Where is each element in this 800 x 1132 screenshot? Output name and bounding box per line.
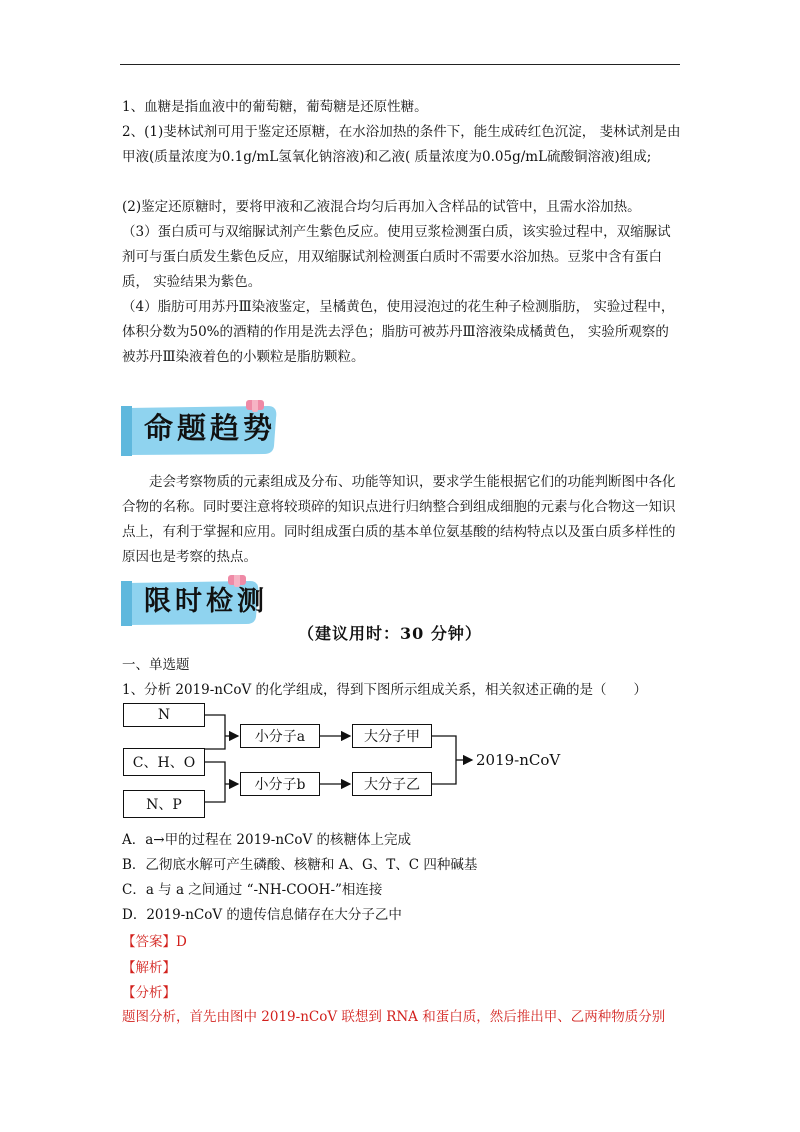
virus-label: 2019-nCoV bbox=[476, 751, 561, 769]
point-5: （4）脂肪可用苏丹Ⅲ染液鉴定，呈橘黄色，使用浸泡过的花生种子检测脂肪， 实验过程中，体积分数为50%的酒精的作用是洗去浮色；脂肪可被苏丹Ⅲ溶液染成橘黄色， 实验所观察的被苏丹Ⅲ染液着色的小颗粒是脂肪颗粒。 bbox=[122, 299, 675, 365]
analysis-text: 题图分析，首先由图中 2019-nCoV 联想到 RNA 和蛋白质，然后推出甲、乙两种物质分别 bbox=[122, 1009, 666, 1025]
macromolecule-jia-box: 大分子甲 bbox=[352, 724, 432, 748]
element-np-box: N、P bbox=[123, 790, 205, 818]
trend-banner bbox=[118, 400, 288, 458]
section-heading: 一、单选题 bbox=[122, 657, 190, 673]
option-c: C．a 与 a 之间通过 “-NH-COOH-”相连接 bbox=[122, 882, 383, 898]
question-stem: 1、分析 2019-nCoV 的化学组成，得到下图所示组成关系，相关叙述正确的是（ ） bbox=[122, 682, 647, 698]
analysis-heading: 【分析】 bbox=[122, 985, 176, 1001]
explanation-heading: 【解析】 bbox=[122, 960, 176, 976]
composition-diagram bbox=[120, 700, 600, 825]
option-b: B．乙彻底水解可产生磷酸、核糖和 A、G、T、C 四种碱基 bbox=[122, 857, 478, 873]
point-1: 1、血糖是指血液中的葡萄糖，葡萄糖是还原性糖。 bbox=[122, 99, 428, 115]
option-a: A．a→甲的过程在 2019-nCoV 的核糖体上完成 bbox=[122, 832, 412, 848]
test-banner bbox=[118, 575, 268, 627]
trend-title: 命题趋势 bbox=[144, 411, 277, 445]
header-rule bbox=[120, 64, 680, 65]
point-4: （3）蛋白质可与双缩脲试剂产生紫色反应。使用豆浆检测蛋白质，该实验过程中，双缩脲试剂可与蛋白质发生紫色反应，用双缩脲试剂检测蛋白质时不需要水浴加热。豆浆中含有蛋白质， 实验结果为紫色。 bbox=[122, 224, 671, 290]
point-3: (2)鉴定还原糖时，要将甲液和乙液混合均匀后再加入含样品的试管中，且需水浴加热。 bbox=[122, 199, 641, 215]
test-title: 限时检测 bbox=[144, 586, 268, 617]
answer-line: 【答案】D bbox=[122, 934, 187, 950]
trend-text: 走会考察物质的元素组成及分布、功能等知识，要求学生能根据它们的功能判断图中各化合物的名称。同时要注意将较琐碎的知识点进行归纳整合到组成细胞的元素与化合物这一知识点上，有利于掌握和应用。同时组成蛋白质的基本单位氨基酸的结构特点以及蛋白质多样性的原因也是考察的热点。 bbox=[122, 474, 676, 565]
small-molecule-a-box: 小分子a bbox=[240, 724, 320, 748]
option-d: D．2019-nCoV 的遗传信息储存在大分子乙中 bbox=[122, 907, 402, 923]
small-molecule-b-box: 小分子b bbox=[240, 772, 320, 796]
suggested-time: （建议用时：30 分钟） bbox=[298, 624, 482, 643]
element-n-box: N bbox=[123, 703, 205, 727]
macromolecule-yi-box: 大分子乙 bbox=[352, 772, 432, 796]
element-cho-box: C、H、O bbox=[123, 748, 205, 776]
point-2: 2、(1)斐林试剂可用于鉴定还原糖，在水浴加热的条件下，能生成砖红色沉淀， 斐林试剂是由甲液(质量浓度为0.1g/mL氢氧化钠溶液)和乙液( 质量浓度为0.05g/mL硫酸铜溶液)组成; bbox=[122, 124, 681, 165]
